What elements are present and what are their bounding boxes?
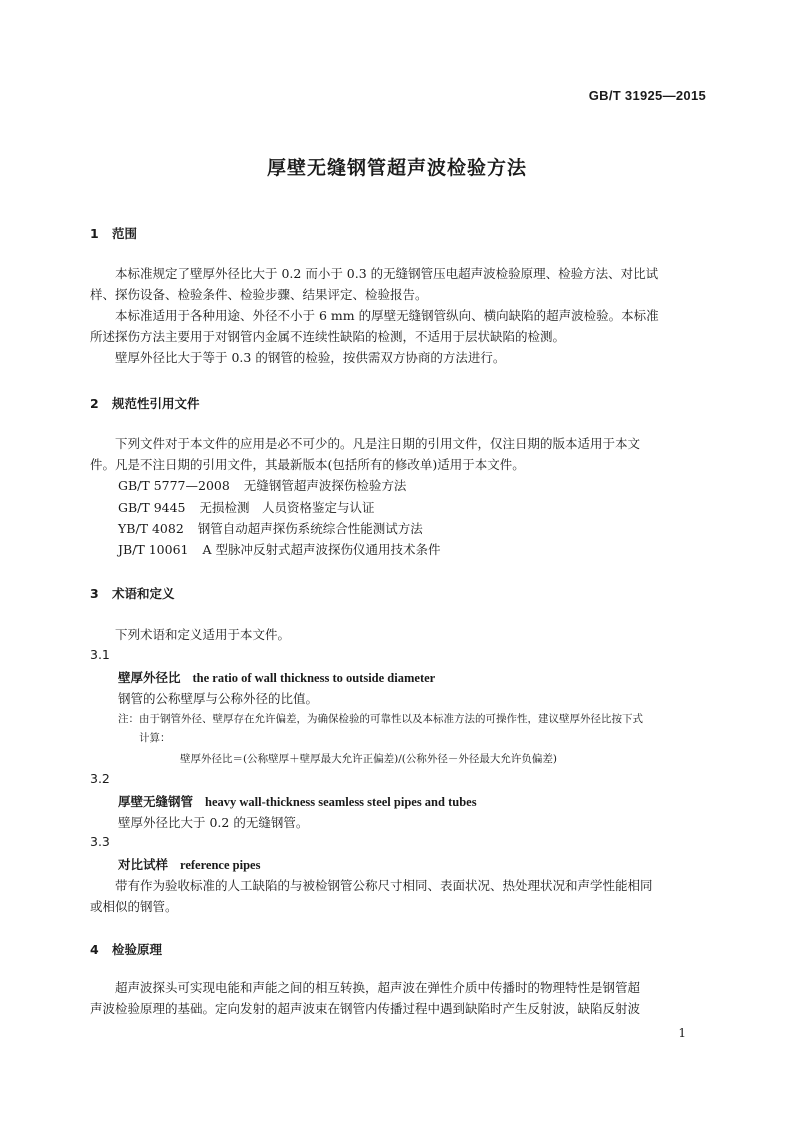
text-line: 下列文件对于本文件的应用是必不可少的。凡是注日期的引用文件，仅注日期的版本适用于本文 bbox=[90, 436, 641, 451]
section-3-heading bbox=[90, 584, 175, 602]
term-note: 计算： bbox=[139, 732, 171, 744]
section-1-paragraph-1 bbox=[90, 263, 708, 305]
normative-reference bbox=[118, 476, 406, 494]
term-definition bbox=[90, 875, 708, 917]
section-3-intro bbox=[90, 624, 708, 645]
section-1-heading bbox=[90, 224, 137, 242]
reference-code: GB/T 9445 bbox=[118, 500, 186, 515]
formula: 壁厚外径比＝(公称壁厚＋壁厚最大允许正偏差)/(公称外径－外径最大允许负偏差) bbox=[180, 753, 557, 765]
text-line: 带有作为验收标准的人工缺陷的与被检钢管公称尺寸相同、表面状况、热处理状况和声学性能相同 bbox=[90, 878, 653, 893]
term-english: the ratio of wall thickness to outside diameter bbox=[192, 671, 436, 685]
section-1-paragraph-2 bbox=[90, 305, 708, 347]
reference-title: 钢管自动超声探伤系统综合性能测试方法 bbox=[197, 521, 423, 536]
text-line: 样、探伤设备、检验条件、检验步骤、结果评定、检验报告。 bbox=[90, 287, 428, 302]
section-2-intro bbox=[90, 433, 708, 475]
section-title: 术语和定义 bbox=[112, 586, 175, 601]
section-1-paragraph-3 bbox=[90, 347, 708, 368]
section-title: 规范性引用文件 bbox=[112, 396, 200, 411]
section-number: 3 bbox=[90, 586, 99, 601]
section-4-paragraph-1 bbox=[90, 977, 708, 1019]
term-definition: 壁厚外径比大于 0.2 的无缝钢管。 bbox=[118, 815, 309, 830]
reference-title: A 型脉冲反射式超声波探伤仪通用技术条件 bbox=[202, 542, 441, 557]
section-number: 4 bbox=[90, 942, 99, 957]
term-english: reference pipes bbox=[180, 858, 261, 872]
section-number: 1 bbox=[90, 226, 99, 241]
section-4-heading bbox=[90, 940, 162, 958]
term-number: 3.3 bbox=[90, 834, 110, 849]
text-line: 超声波探头可实现电能和声能之间的相互转换，超声波在弹性介质中传播时的物理特性是钢管超 bbox=[90, 980, 641, 995]
reference-code: GB/T 5777—2008 bbox=[118, 478, 230, 493]
text-line: 件。凡是不注日期的引用文件，其最新版本(包括所有的修改单)适用于本文件。 bbox=[90, 457, 525, 472]
term-number: 3.2 bbox=[90, 771, 110, 786]
section-title: 范围 bbox=[112, 226, 138, 241]
section-title: 检验原理 bbox=[112, 942, 163, 957]
text-line: 声波检验原理的基础。定向发射的超声波束在钢管内传播过程中遇到缺陷时产生反射波，缺陷反射波 bbox=[90, 1001, 641, 1016]
text-line: 或相似的钢管。 bbox=[90, 899, 178, 914]
standard-code: GB/T 31925—2015 bbox=[588, 88, 706, 103]
term-chinese: 壁厚外径比 bbox=[118, 670, 181, 685]
term-entry bbox=[118, 792, 477, 810]
term-entry bbox=[118, 668, 435, 686]
text-line: 下列术语和定义适用于本文件。 bbox=[90, 627, 291, 642]
term-definition: 钢管的公称壁厚与公称外径的比值。 bbox=[118, 691, 319, 706]
reference-code: YB/T 4082 bbox=[118, 521, 184, 536]
normative-reference bbox=[118, 498, 375, 516]
section-number: 2 bbox=[90, 396, 99, 411]
reference-code: JB/T 10061 bbox=[118, 542, 189, 557]
normative-reference bbox=[118, 540, 441, 558]
reference-title: 无缝钢管超声波探伤检验方法 bbox=[243, 478, 407, 493]
term-entry bbox=[118, 855, 260, 873]
text-line: 所述探伤方法主要用于对钢管内金属不连续性缺陷的检测，不适用于层状缺陷的检测。 bbox=[90, 329, 566, 344]
text-line: 壁厚外径比大于等于 0.3 的钢管的检验，按供需双方协商的方法进行。 bbox=[90, 350, 506, 365]
term-number: 3.1 bbox=[90, 647, 110, 662]
text-line: 本标准规定了壁厚外径比大于 0.2 而小于 0.3 的无缝钢管压电超声波检验原理、检验方法、对比试 bbox=[90, 266, 659, 281]
section-2-heading bbox=[90, 394, 200, 412]
term-chinese: 对比试样 bbox=[118, 857, 169, 872]
term-note: 注：由于钢管外径、壁厚存在允许偏差，为确保检验的可靠性以及本标准方法的可操作性，建议壁厚外径比按下式 bbox=[118, 713, 643, 725]
normative-reference bbox=[118, 519, 423, 537]
document-title: 厚壁无缝钢管超声波检验方法 bbox=[266, 157, 527, 179]
page-number: 1 bbox=[678, 1026, 686, 1040]
term-chinese: 厚壁无缝钢管 bbox=[118, 794, 194, 809]
term-english: heavy wall-thickness seamless steel pipes and tubes bbox=[205, 795, 477, 809]
text-line: 本标准适用于各种用途、外径不小于 6 mm 的厚壁无缝钢管纵向、横向缺陷的超声波检验。本标准 bbox=[90, 308, 659, 323]
reference-title: 无损检测 人员资格鉴定与认证 bbox=[199, 500, 375, 515]
